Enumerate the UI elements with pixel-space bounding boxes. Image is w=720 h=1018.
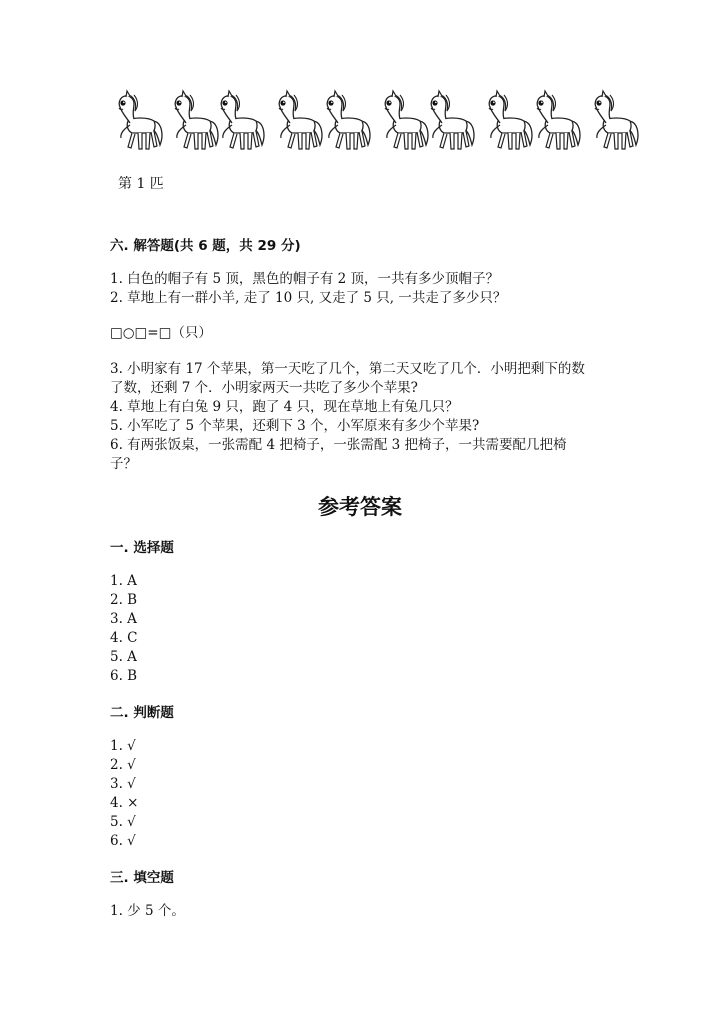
list-item: 1. 少 5 个。 xyxy=(110,903,185,919)
question-1: 1. 白色的帽子有 5 顶，黑色的帽子有 2 顶，一共有多少顶帽子？ xyxy=(110,271,500,287)
horse-icon xyxy=(482,88,536,154)
list-item: 2. √ xyxy=(110,757,136,773)
answers-title: 参考答案 xyxy=(318,494,402,519)
list-item: 4. × xyxy=(110,795,139,811)
list-item: 2. B xyxy=(110,592,138,608)
horse-icon xyxy=(320,88,374,154)
horse-icon xyxy=(112,88,166,154)
question-5: 5. 小军吃了 5 个苹果，还剩下 3 个，小军原来有多少个苹果? xyxy=(110,418,480,434)
list-item: 3. A xyxy=(110,611,137,627)
question-4: 4. 草地上有白兔 9 只，跑了 4 只，现在草地上有兔几只？ xyxy=(110,399,459,415)
list-item: 3. √ xyxy=(110,776,136,792)
horse-icon xyxy=(424,88,478,154)
answers-section-1-list xyxy=(110,572,138,686)
list-item: 5. A xyxy=(110,649,137,665)
list-item: 5. √ xyxy=(110,814,136,830)
list-item: 1. A xyxy=(110,573,137,589)
answers-section-3-list xyxy=(110,902,185,921)
section-heading: 六. 解答题(共 6 题，共 29 分) xyxy=(110,238,301,254)
horse-icon xyxy=(530,88,584,154)
horse-icon xyxy=(588,88,642,154)
list-item: 6. √ xyxy=(110,833,136,849)
list-item: 6. B xyxy=(110,668,138,684)
answers-section-1-heading: 一. 选择题 xyxy=(110,540,174,556)
answers-section-3-heading: 三. 填空题 xyxy=(110,870,174,886)
question-3-line-2: 了数，还剩 7 个．小明家两天一共吃了多少个苹果? xyxy=(110,380,418,396)
answers-section-2-heading: 二. 判断题 xyxy=(110,705,174,721)
horse-icon xyxy=(214,88,268,154)
answer-formula: □○□=□（只） xyxy=(110,325,212,341)
question-3-line-1: 3. 小明家有 17 个苹果，第一天吃了几个，第二天又吃了几个．小明把剩下的数 xyxy=(110,361,585,377)
answers-section-2-list xyxy=(110,737,138,851)
list-item: 4. C xyxy=(110,630,138,646)
horse-icon xyxy=(272,88,326,154)
figure-caption: 第 1 匹 xyxy=(118,176,164,192)
question-6-line-1: 6. 有两张饭桌，一张需配 4 把椅子，一张需配 3 把椅子，一共需要配几把椅 xyxy=(110,437,567,453)
horse-illustration-row xyxy=(110,88,650,158)
question-2: 2. 草地上有一群小羊, 走了 10 只, 又走了 5 只, 一共走了多少只？ xyxy=(110,290,507,306)
list-item: 1. √ xyxy=(110,738,136,754)
question-6-line-2: 子？ xyxy=(110,456,137,472)
